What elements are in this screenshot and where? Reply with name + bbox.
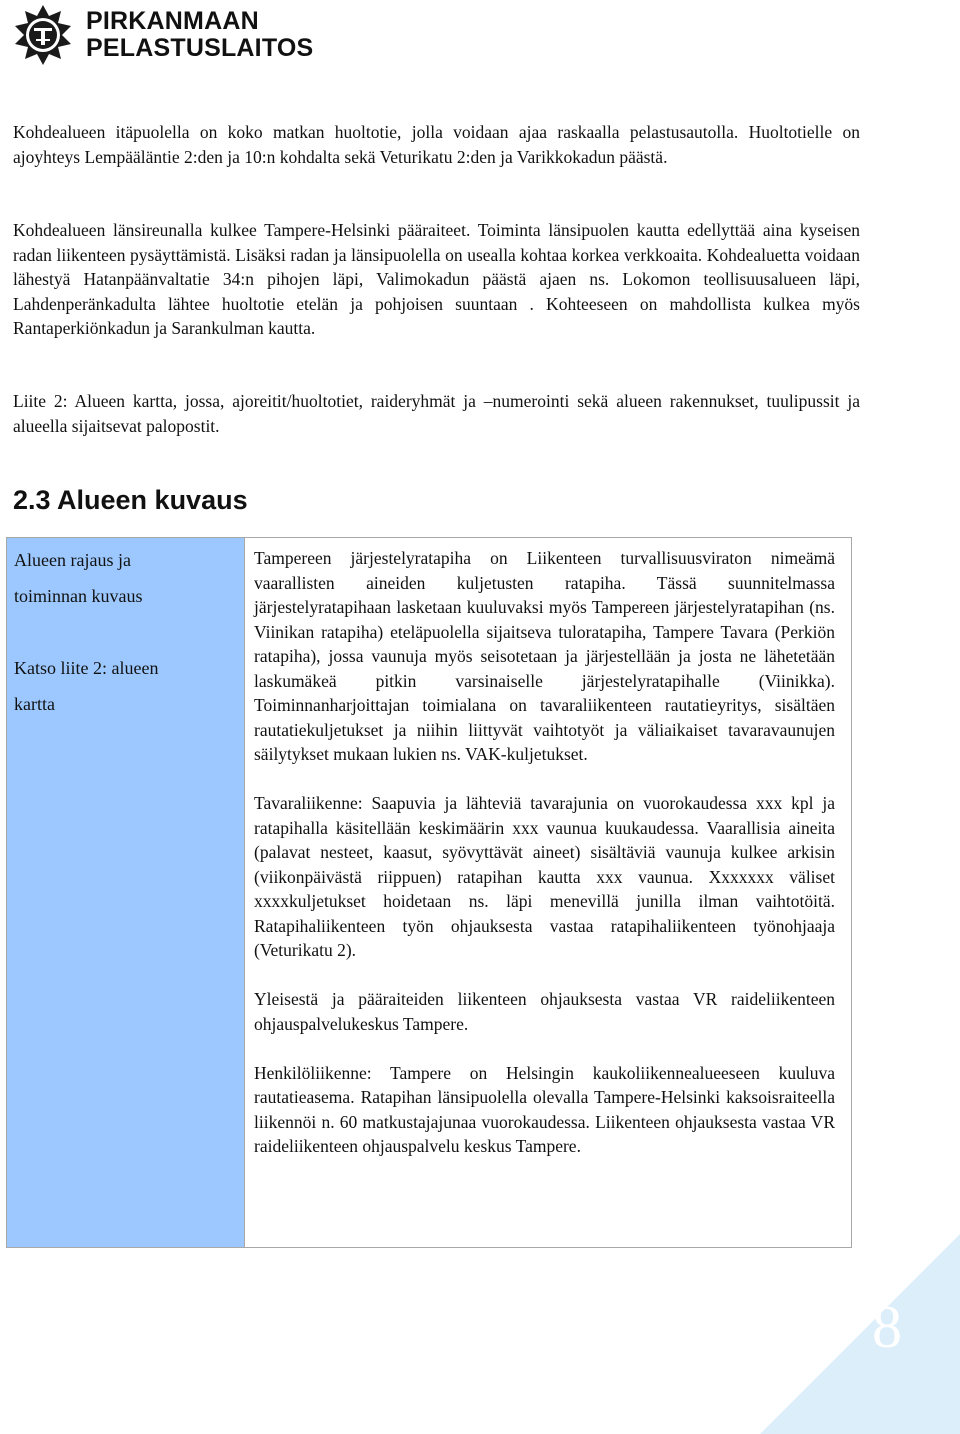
- document-header: [12, 4, 313, 66]
- paragraph-service-road: Kohdealueen itäpuolella on koko matkan huoltotie, jolla voidaan ajaa raskaalla pelastusautolla. Huoltotielle on ajoyhteys Lempääläntie 2:den ja 10:n kohdalta sekä Veturikatu 2:den ja Varikkokadun päästä.: [13, 122, 860, 167]
- corner-triangle: [760, 1234, 960, 1434]
- table-label-ref-line1: Katso liite 2: alueen: [14, 658, 159, 678]
- table-content-cell: [245, 538, 851, 1247]
- organization-name: [86, 8, 313, 62]
- table-label-title-line1: Alueen rajaus ja: [14, 550, 131, 570]
- table-label-cell: [7, 538, 245, 1247]
- table-label-title-line2: toiminnan kuvaus: [14, 586, 143, 606]
- content-paragraph-traffic-control: Yleisestä ja pääraiteiden liikenteen ohjauksesta vastaa VR raideliikenteen ohjauspalvelukeskus Tampere.: [254, 989, 835, 1034]
- paragraph-west-edge: Kohdealueen länsireunalla kulkee Tampere-Helsinki pääraiteet. Toiminta länsipuolen kautta edellyttää aina kyseisen radan liikenteen pysäyttämistä. Lisäksi radan ja länsipuolella on usealla kohtaa korkea verkkoaita. Kohdealuetta voidaan lähestyä Hatanpäänvaltatie 34:n pihojen läpi, Valimokadun päästä ajaen ns. Lokomon teollisuusalueen läpi, Lahdenperänkadulta lähtee huoltotie etelän ja pohjoisen suuntaan . Kohteeseen on mahdollista kulkea myös Rantaperkiönkadun ja Sarankulman kautta.: [13, 220, 860, 338]
- rescue-department-emblem-icon: [12, 4, 74, 66]
- content-paragraph-railyard: Tampereen järjestelyratapiha on Liikenteen turvallisuusviraton nimeämä vaarallisten aineiden kuljetusten ratapiha. Tässä suunnitelmassa järjestelyratapihaan lasketaan kuuluvaksi myös Tampereen järjestelyratapihan (ns. Viinikan ratapiha) eteläpuolella sijaitseva tuloratapiha, Tampere Tavara (Perkiön ratapiha), jossa vaunuja myös seisotetaan ja järjestellään ja josta ne lähetetään laskumäkeä pitkin varsinaiselle järjestelyratapihalle (Viinikka). Toiminnanharjoittajan toimialana on tavaraliikenteen rautatieyritys, sisältäen rautatiekuljetukset ja niihin liittyvät vaihtotyöt ja väliaikaiset tavaravaunujen säilytykset mukaan lukien ns. VAK-kuljetukset.: [254, 548, 835, 764]
- page-corner-decoration: [760, 1234, 960, 1434]
- content-paragraph-freight: Tavaraliikenne: Saapuvia ja lähteviä tavarajunia on vuorokaudessa xxx kpl ja ratapihalla käsitellään keskimäärin xxx vaunua kuukaudessa. Vaarallisia aineita (palavat nesteet, kaasut, syövyttävät aineet) sisältäviä vaunuja kulkee arkisin (viikonpäivästä riippuen) ratapihan kautta xxx vaunua. Xxxxxxx väliset xxxxkuljetukset hoidetaan ns. läpi menevillä junilla ilman vaihtotöitä. Ratapihaliikenteen työn ohjauksesta vastaa ratapihaliikenteen työnohjaaja (Veturikatu 2).: [254, 793, 835, 960]
- area-description-table: [6, 537, 852, 1248]
- table-label-ref-line2: kartta: [14, 694, 55, 714]
- org-name-line2: PELASTUSLAITOS: [86, 34, 314, 62]
- org-name-line1: PIRKANMAAN: [86, 7, 259, 35]
- paragraph-appendix-reference: Liite 2: Alueen kartta, jossa, ajoreitit/huoltotiet, raideryhmät ja –numerointi sekä alueen rakennukset, tuulipussit ja alueella sijaitsevat palopostit.: [13, 391, 860, 436]
- section-heading: 2.3 Alueen kuvaus: [13, 485, 248, 515]
- page-number: 8: [872, 1294, 902, 1360]
- content-paragraph-passenger: Henkilöliikenne: Tampere on Helsingin kaukoliikennealueeseen kuuluva rautatieasema. Ratapihan länsipuolella olevalla Tampere-Helsinki kaksoisraiteella liikennöi n. 60 matkustajajunaa vuorokaudessa. Liikenteen ohjauksesta vastaa VR raideliikenteen ohjauspalvelu keskus Tampere.: [254, 1062, 835, 1156]
